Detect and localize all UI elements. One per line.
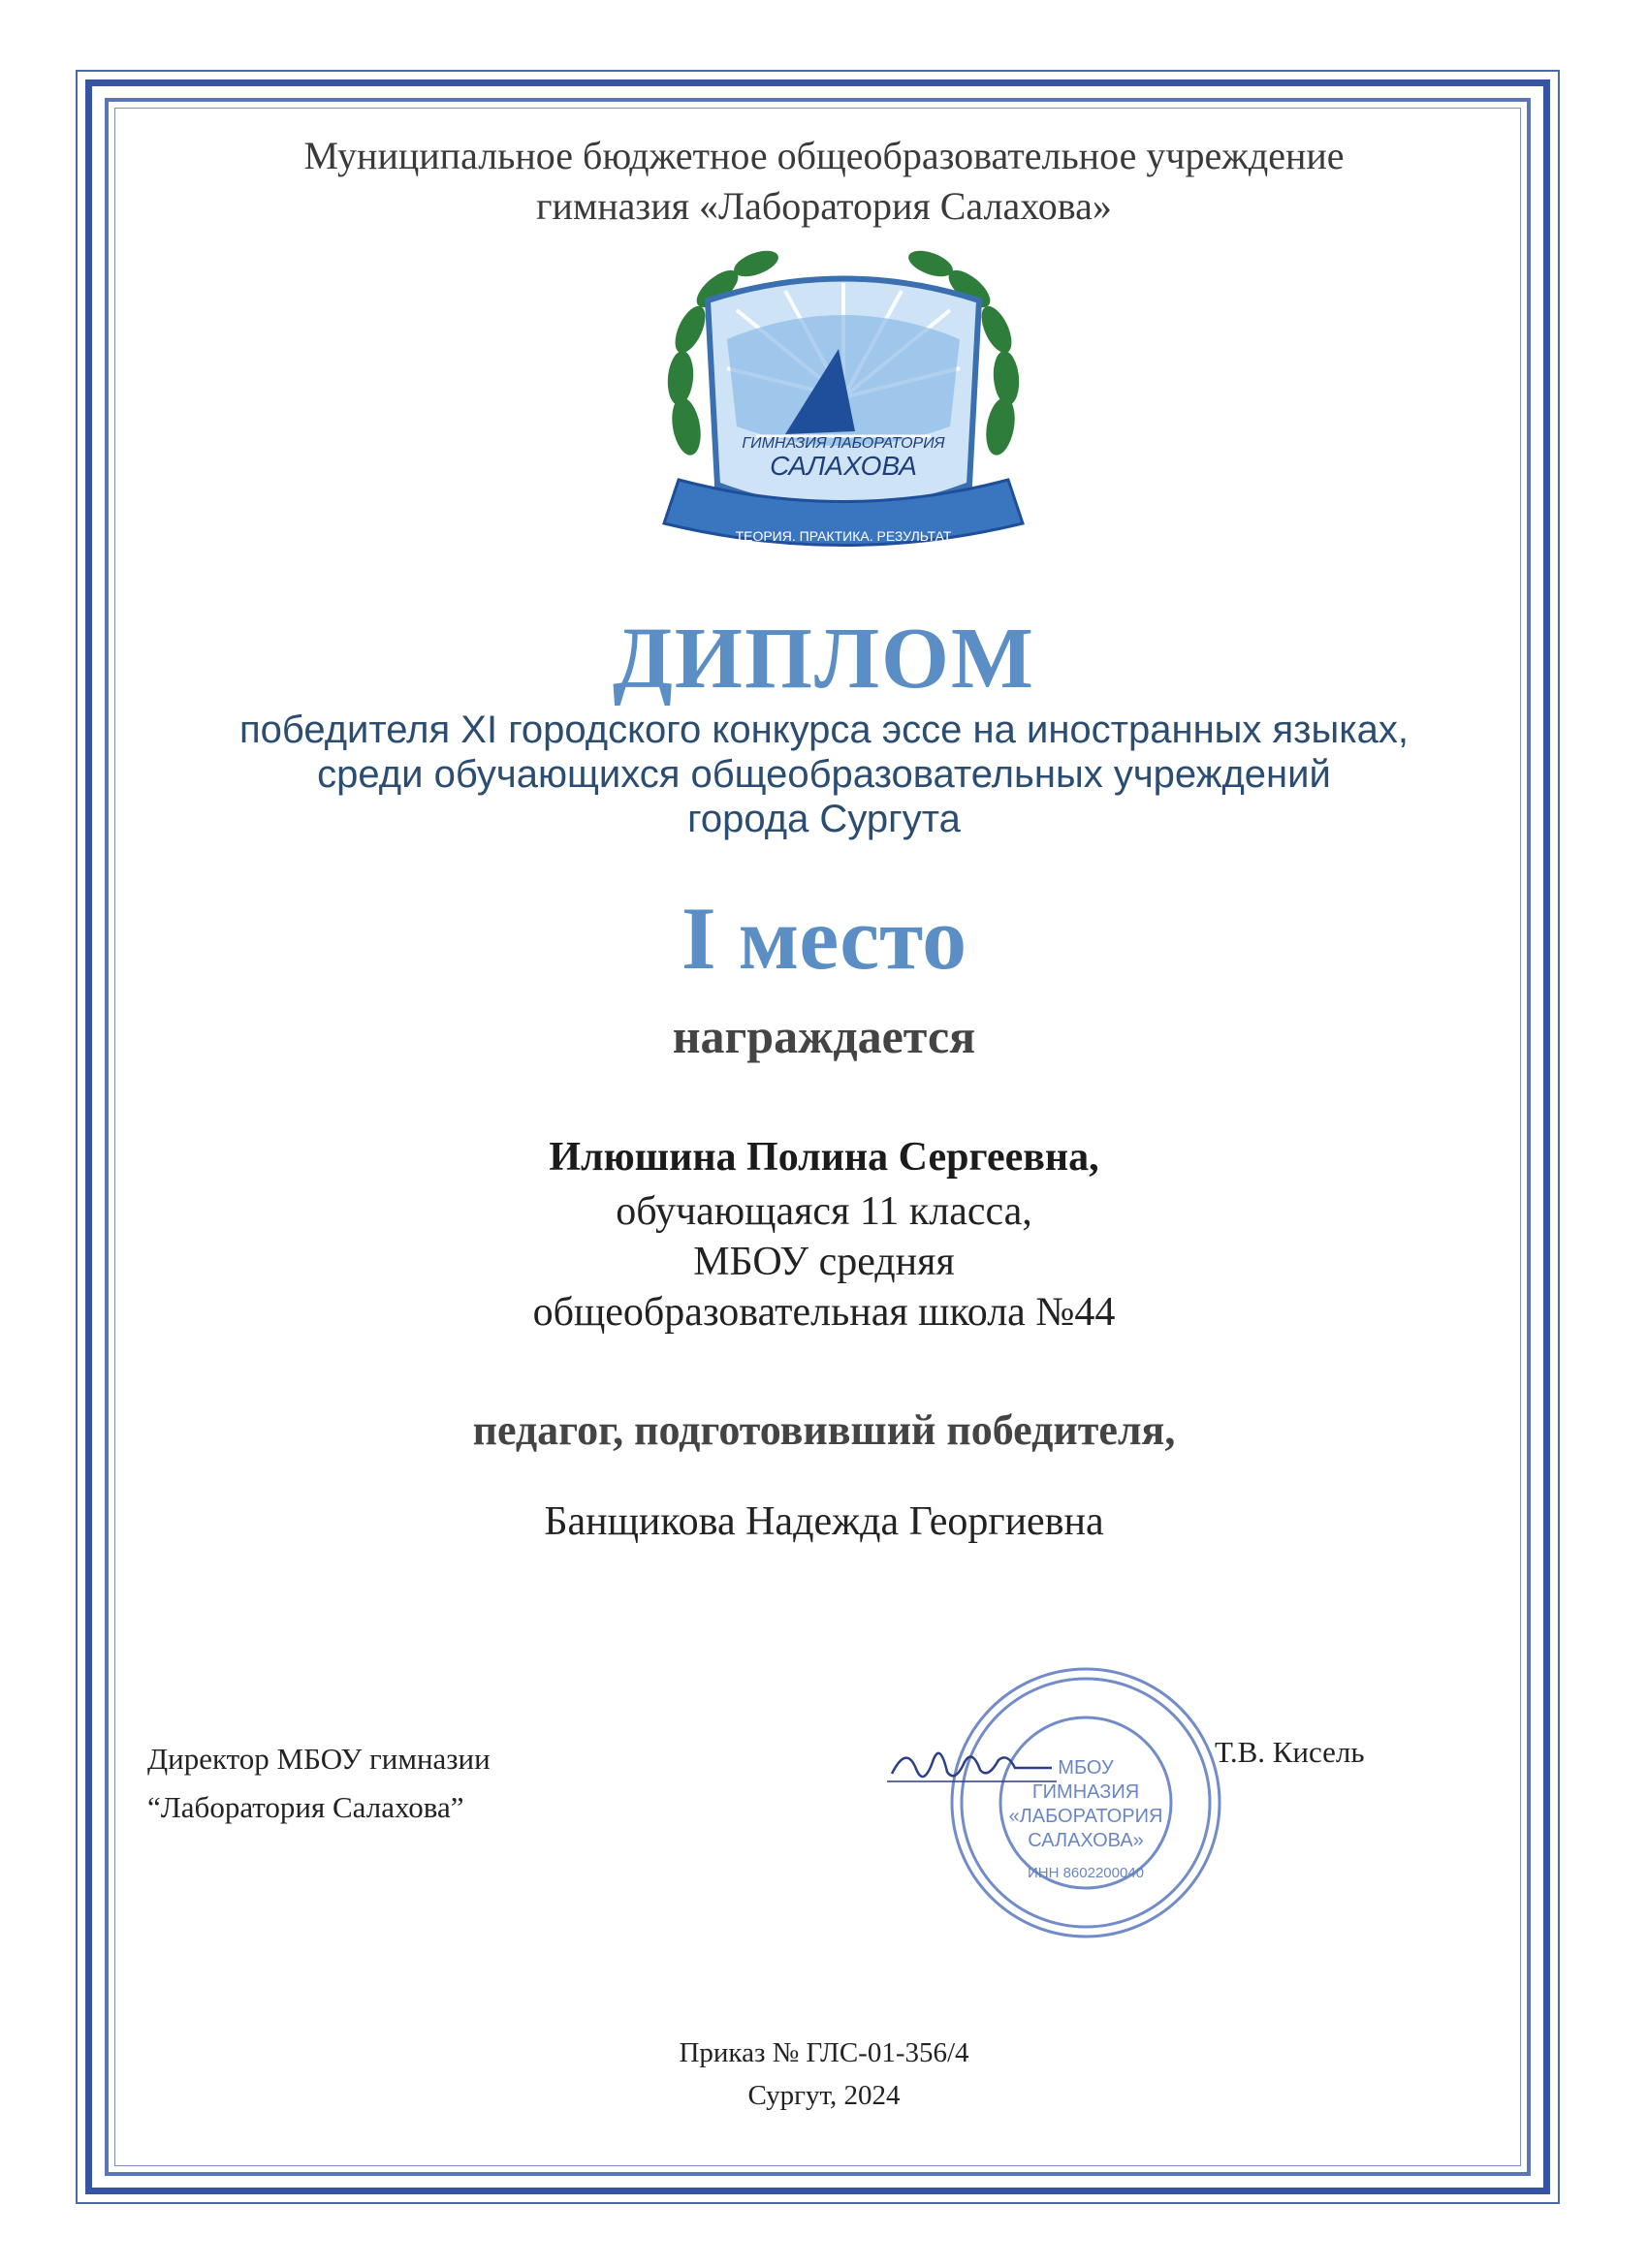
order-number: Приказ № ГЛС-01-356/4 [679,2037,969,2068]
signer-name: Т.В. Кисель [1215,1735,1365,1769]
subtitle-line-2: среди обучающихся общеобразовательных учреждений [317,753,1331,796]
awarded-label: награждается [672,1009,976,1063]
recipient-name: Илюшина Полина Сергеевна, [549,1135,1099,1180]
footer [0,2032,1648,2117]
recipient-line-1: обучающаяся 11 класса, [616,1189,1032,1234]
emblem-motto: ТЕОРИЯ. ПРАКТИКА. РЕЗУЛЬТАТ [735,528,952,544]
official-stamp [945,1662,1226,1943]
director-position-line-2: “Лаборатория Салахова” [147,1790,464,1824]
stamp-line-4: САЛАХОВА» [1028,1830,1144,1851]
subtitle-line-3: города Сургута [687,798,961,840]
diploma-title: ДИПЛОМ [613,611,1035,707]
institution-line-2: гимназия «Лаборатория Салахова» [536,184,1112,228]
stamp-inn: ИНН 8602200040 [1027,1865,1145,1881]
subtitle-line-1: победителя XI городского конкурса эссе на иностранных языках, [238,709,1410,751]
teacher-name: Банщикова Надежда Георгиевна [544,1499,1104,1544]
teacher-label: педагог, подготовивший победителя, [472,1406,1176,1454]
place-year: Сургут, 2024 [747,2080,901,2111]
recipient-details [0,1186,1648,1338]
stamp-line-3: «ЛАБОРАТОРИЯ [1008,1806,1163,1827]
recipient-line-2: МБОУ средняя [693,1240,955,1284]
director-position [147,1735,491,1832]
emblem-name-main: САЛАХОВА [770,451,917,481]
handwritten-signature [887,1735,1062,1793]
stamp-line-2: ГИМНАЗИЯ [1031,1781,1140,1803]
diploma-subtitle [0,708,1648,841]
director-position-line-1: Директор МБОУ гимназии [147,1742,491,1776]
recipient-line-3: общеобразовательная школа №44 [532,1290,1116,1335]
stamp-line-1: МБОУ [1058,1757,1114,1779]
gymnasium-emblem [640,233,1047,582]
institution-name [0,131,1648,232]
place-heading: I место [681,889,967,988]
emblem-name-top: ГИМНАЗИЯ ЛАБОРАТОРИЯ [742,435,945,452]
institution-line-1: Муниципальное бюджетное общеобразовательное учреждение [303,134,1345,177]
